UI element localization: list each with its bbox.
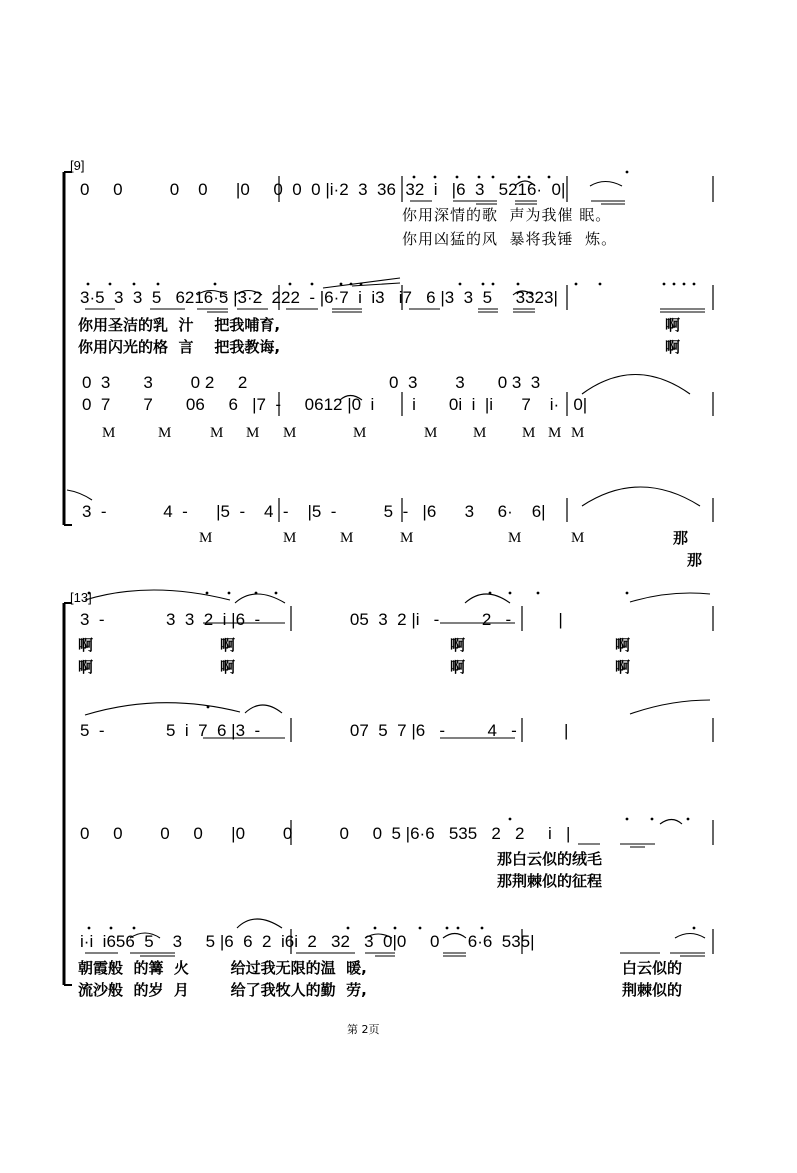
system2-staff4-lyrics-verse1: 朝霞般 的篝 火 给过我无限的温 暖,	[78, 959, 367, 977]
hum-mark: M	[246, 425, 260, 441]
system1-staff4-lyric-verse2: 那	[687, 551, 703, 569]
system2-staff1-lyric: 啊	[220, 636, 236, 654]
system1-staff2-aside-verse2: 啊	[665, 338, 681, 356]
system1-staff4-lyric-verse1: 那	[673, 529, 689, 547]
rehearsal-mark-13: [13]	[70, 590, 92, 605]
hum-mark: M	[571, 530, 585, 546]
hum-mark: M	[283, 530, 297, 546]
hum-mark: M	[548, 425, 562, 441]
hum-mark: M	[283, 425, 297, 441]
system1-staff3-upper-notes: 0 3 3 0 2 2 0 3 3 0 3 3	[82, 373, 541, 392]
system2-staff1-notes: 3 - 3 3 2 i |6 - 05 3 2 |i - 2 - |	[80, 610, 563, 629]
hum-mark: M	[571, 425, 585, 441]
system2-staff1-lyric: 啊	[450, 636, 466, 654]
system1-staff2-lyrics-verse2: 你用闪光的格 言 把我教诲,	[78, 338, 281, 356]
system1-staff1-lyrics-verse2: 你用凶猛的风 暴将我锤 炼。	[402, 230, 618, 248]
barlines-system2	[291, 606, 713, 954]
system2-staff3-lyrics-verse1: 那白云似的绒毛	[497, 850, 603, 868]
system1-staff1-notes: 0 0 0 0 |0 0 0 0 |i·2 3 36 32 i |6 3 5216· 0|	[80, 180, 566, 199]
hum-mark: M	[199, 530, 213, 546]
system1-staff4-notes: 3 - 4 - |5 - 4 - |5 - 5 - |6 3 6· 6|	[82, 502, 546, 521]
hum-mark: M	[102, 425, 116, 441]
hum-mark: M	[158, 425, 172, 441]
system2-staff2-notes: 5 - 5 i 7 6 |3 - 07 5 7 |6 - 4 - |	[80, 721, 569, 740]
hum-mark: M	[424, 425, 438, 441]
barlines-system1	[279, 176, 713, 522]
hum-mark: M	[473, 425, 487, 441]
hum-mark: M	[340, 530, 354, 546]
hum-mark: M	[353, 425, 367, 441]
system2-staff1-lyric: 啊	[615, 658, 631, 676]
system1-staff1-lyrics-verse1: 你用深情的歌 声为我催 眠。	[402, 206, 612, 224]
system1-staff2-lyrics-verse1: 你用圣洁的乳 汁 把我哺育,	[78, 316, 281, 334]
system2-staff3-lyrics-verse2: 那荆棘似的征程	[497, 872, 603, 890]
octave-dots	[87, 171, 696, 930]
system2-staff4-lyrics-verse2: 流沙般 的岁 月 给了我牧人的勤 劳,	[78, 981, 367, 999]
system2-staff4-notes: i·i i656 5 3 5 |6 6 2 i6i 2 32 3 0|0 0 6·6 535|	[80, 932, 535, 951]
system2-staff1-lyric: 啊	[450, 658, 466, 676]
system2-staff4-lyrics-verse1-end: 白云似的	[622, 959, 683, 977]
page-number: 第 2页	[347, 1023, 380, 1036]
hum-mark: M	[508, 530, 522, 546]
system2-staff1-lyric: 啊	[615, 636, 631, 654]
system1-staff2-aside-verse1: 啊	[665, 316, 681, 334]
rehearsal-mark-9: [9]	[70, 158, 85, 173]
hum-mark: M	[210, 425, 224, 441]
hum-mark: M	[400, 530, 414, 546]
system2-staff4-lyrics-verse2-end: 荆棘似的	[622, 981, 683, 999]
system2-staff1-lyric: 啊	[78, 658, 94, 676]
system2-staff1-lyric: 啊	[78, 636, 94, 654]
system1-staff2-notes: 3·5 3 3 5 6216·5 |3·2 222 - |6·7 i i3 i7 6 |3 3 5 3323|	[80, 288, 558, 307]
hum-mark: M	[522, 425, 536, 441]
system2-staff1-lyric: 啊	[220, 658, 236, 676]
system1-staff3-lower-notes: 0 7 7 06 6 |7 - 0612 |0 i i 0i i |i 7 i· 0|	[82, 395, 588, 414]
system2-staff3-notes: 0 0 0 0 |0 0 0 0 5 |6·6 535 2 2 i |	[80, 824, 571, 843]
